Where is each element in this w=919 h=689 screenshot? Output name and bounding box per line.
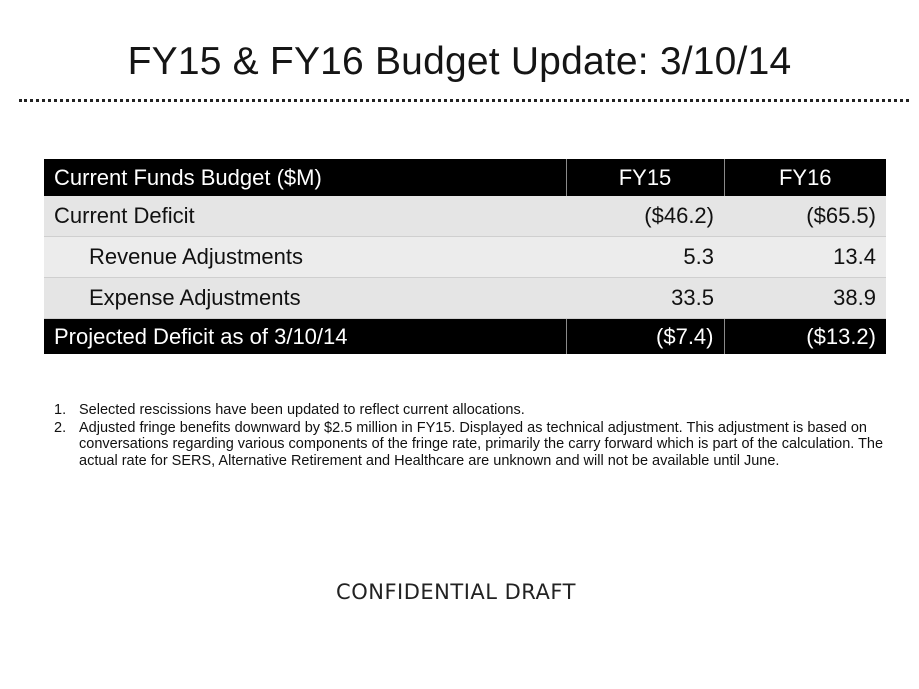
table-total-row xyxy=(44,319,886,355)
row-label-current-deficit: Current Deficit xyxy=(44,196,566,237)
footnote-number: 2. xyxy=(54,419,67,436)
header-fy16: FY16 xyxy=(724,159,886,196)
footnote-item xyxy=(54,420,904,470)
table-header-row xyxy=(44,159,886,196)
current-deficit-fy15: ($46.2) xyxy=(566,196,724,237)
row-label-projected-deficit: Projected Deficit as of 3/10/14 xyxy=(44,319,566,355)
expense-adjustments-fy16: 38.9 xyxy=(724,278,886,319)
revenue-adjustments-fy15: 5.3 xyxy=(566,237,724,278)
budget-table xyxy=(44,159,886,354)
footnotes-list xyxy=(54,402,904,470)
header-label: Current Funds Budget ($M) xyxy=(44,159,566,196)
table-row xyxy=(44,278,886,319)
footnote-text: Selected rescissions have been updated to reflect current allocations. xyxy=(79,402,525,418)
row-label-expense-adjustments: Expense Adjustments xyxy=(44,278,566,319)
expense-adjustments-fy15: 33.5 xyxy=(566,278,724,319)
confidential-draft-label: CONFIDENTIAL DRAFT xyxy=(336,580,576,604)
row-label-revenue-adjustments: Revenue Adjustments xyxy=(44,237,566,278)
footnote-item xyxy=(54,402,904,419)
header-fy15: FY15 xyxy=(566,159,724,196)
footnote-number: 1. xyxy=(54,402,67,418)
table-row xyxy=(44,237,886,278)
revenue-adjustments-fy16: 13.4 xyxy=(724,237,886,278)
dotted-divider xyxy=(19,99,909,102)
projected-deficit-fy16: ($13.2) xyxy=(724,319,886,355)
table-row xyxy=(44,196,886,237)
page-title: FY15 & FY16 Budget Update: 3/10/14 xyxy=(127,40,792,83)
current-deficit-fy16: ($65.5) xyxy=(724,196,886,237)
projected-deficit-fy15: ($7.4) xyxy=(566,319,724,355)
footnote-text: Adjusted fringe benefits downward by $2.5 million in FY15. Displayed as technical adjustment. This adjustment is based on conversations regarding various components of the fringe rate, primarily the carry forward which is part of the calculation. The actual rate for SERS, Alternative Retirement and Healthcare are unknown and will not be available until June. xyxy=(79,419,884,469)
